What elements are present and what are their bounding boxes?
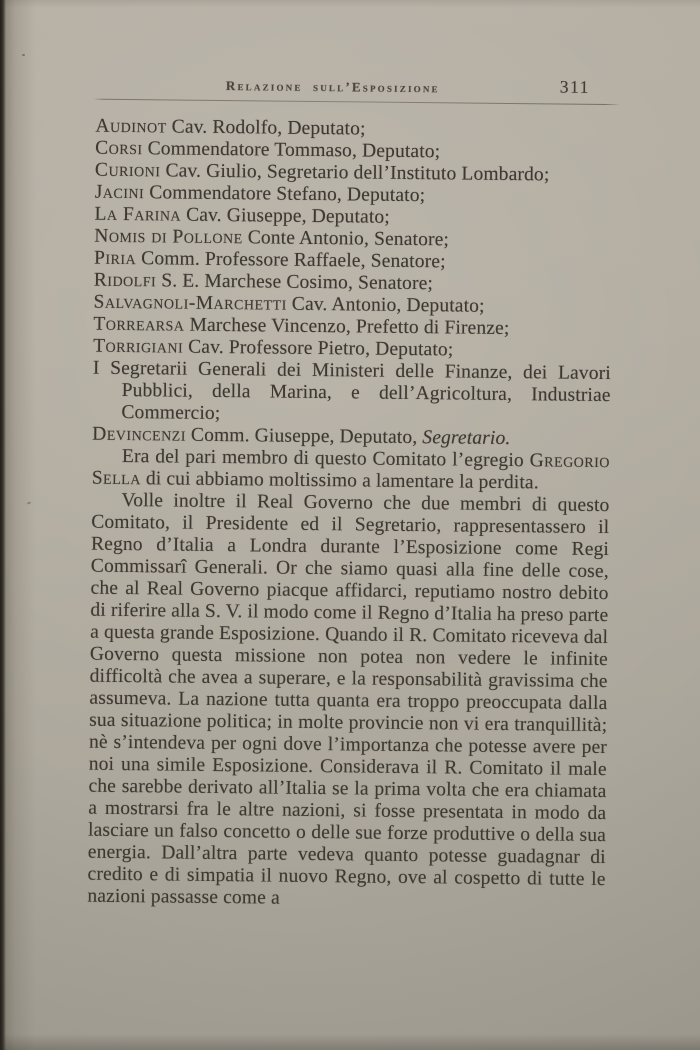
member-description: Cav. Professore Pietro, Deputato; bbox=[188, 336, 454, 361]
member-name: Torrearsa bbox=[93, 313, 185, 336]
member-name: Torrigiani bbox=[93, 335, 184, 358]
member-description: Comm. Professore Raffaele, Senatore; bbox=[141, 248, 446, 273]
paper-speck bbox=[27, 501, 31, 504]
member-name: Corsi bbox=[95, 137, 143, 160]
member-name: Devincenzi bbox=[92, 423, 187, 446]
member-name: Curioni bbox=[94, 159, 161, 182]
running-header bbox=[96, 74, 614, 99]
header-title: Relazione sull’Esposizione bbox=[225, 78, 440, 96]
left-edge-shadow bbox=[0, 0, 36, 1050]
member-description: Cav. Giuseppe, Deputato; bbox=[186, 204, 391, 228]
member-name: Jacini bbox=[94, 181, 145, 204]
bottom-edge-shadow bbox=[0, 1034, 700, 1050]
member-name: Piria bbox=[93, 247, 137, 270]
member-description: Commendatore Stefano, Deputato; bbox=[149, 182, 426, 207]
member-name: Nomis di Pollone bbox=[94, 225, 243, 249]
page-number: 311 bbox=[559, 76, 590, 97]
paragraph-sella bbox=[92, 446, 610, 495]
member-description: S. E. Marchese Cosimo, Senatore; bbox=[161, 270, 434, 295]
paper-speck bbox=[22, 54, 25, 56]
member-description: Cav. Rodolfo, Deputato; bbox=[171, 116, 366, 140]
member-description: Cav. Antonio, Deputato; bbox=[291, 293, 485, 317]
sella-post-text: di cui abbiamo moltissimo a lamentare la perdita. bbox=[145, 468, 539, 494]
paragraph-volle: Volle inoltre il Real Governo che due membri di questo Comitato, il Presidente ed il Segretario, rappresentassero il Regno d’Italia a Londra durante l’Esposizione come Regi Commissarî Generali. Or che siamo quasi alla fine delle cose, che al Real Governo piacque affidarci, reputiamo nostro debito di riferire alla S. V. il modo come il Regno d’Italia ha preso parte a questa grande Esposizione. Quando il R. Comitato riceveva dal Governo questa missione non potea non vedere le infinite difficoltà che avea a superare, e la responsabilità gravissima che assumeva. La nazione tutta quanta era troppo preoccupata dalla sua situazione politica; in molte provincie non vi era tranquillità; nè s’intendeva per ogni dove l’importanza che potesse avere per noi una simile Esposizione. Considerava il R. Comitato il male che sarebbe derivato all’Italia se la prima volta che era chiamata a mostrarsi fra le altre nazioni, si fosse presentata in modo da lasciare un falso concetto o delle sue forze produttive o della sua energia. Dall’altra parte vedeva quanto potesse guadagnar di credito e di simpatia il nuovo Regno, ove al cospetto di tutte le nazioni passasse come a bbox=[87, 489, 610, 909]
member-role-italic: Segretario. bbox=[422, 427, 511, 450]
member-description: Comm. Giuseppe, Deputato, bbox=[190, 424, 418, 449]
sella-name: Gregorio Sella bbox=[91, 450, 611, 490]
sella-pre-text: Era del pari membro di questo Comitato l’egregio bbox=[121, 445, 524, 472]
page-content bbox=[87, 74, 614, 913]
committee-row bbox=[92, 358, 611, 429]
member-description: Cav. Giulio, Segretario dell’Instituto Lombardo; bbox=[165, 160, 550, 186]
member-description: Commendatore Tommaso, Deputato; bbox=[147, 138, 441, 163]
member-name: Ridolfi bbox=[93, 269, 157, 292]
member-description: Conte Antonio, Senatore; bbox=[247, 227, 450, 251]
top-edge-shadow bbox=[0, 0, 700, 8]
member-name: Audinot bbox=[95, 115, 167, 138]
member-description: I Segretarii Generali dei Ministeri delle Finanze, dei Lavori Pubblici, della Marina, e dell’Agricoltura, Industriae Commercio; bbox=[92, 357, 611, 425]
member-name: Salvagnoli-Marchetti bbox=[93, 291, 287, 315]
member-name: La Farina bbox=[94, 203, 182, 226]
committee-list bbox=[92, 116, 613, 451]
member-description: Marchese Vincenzo, Prefetto di Firenze; bbox=[189, 314, 510, 340]
